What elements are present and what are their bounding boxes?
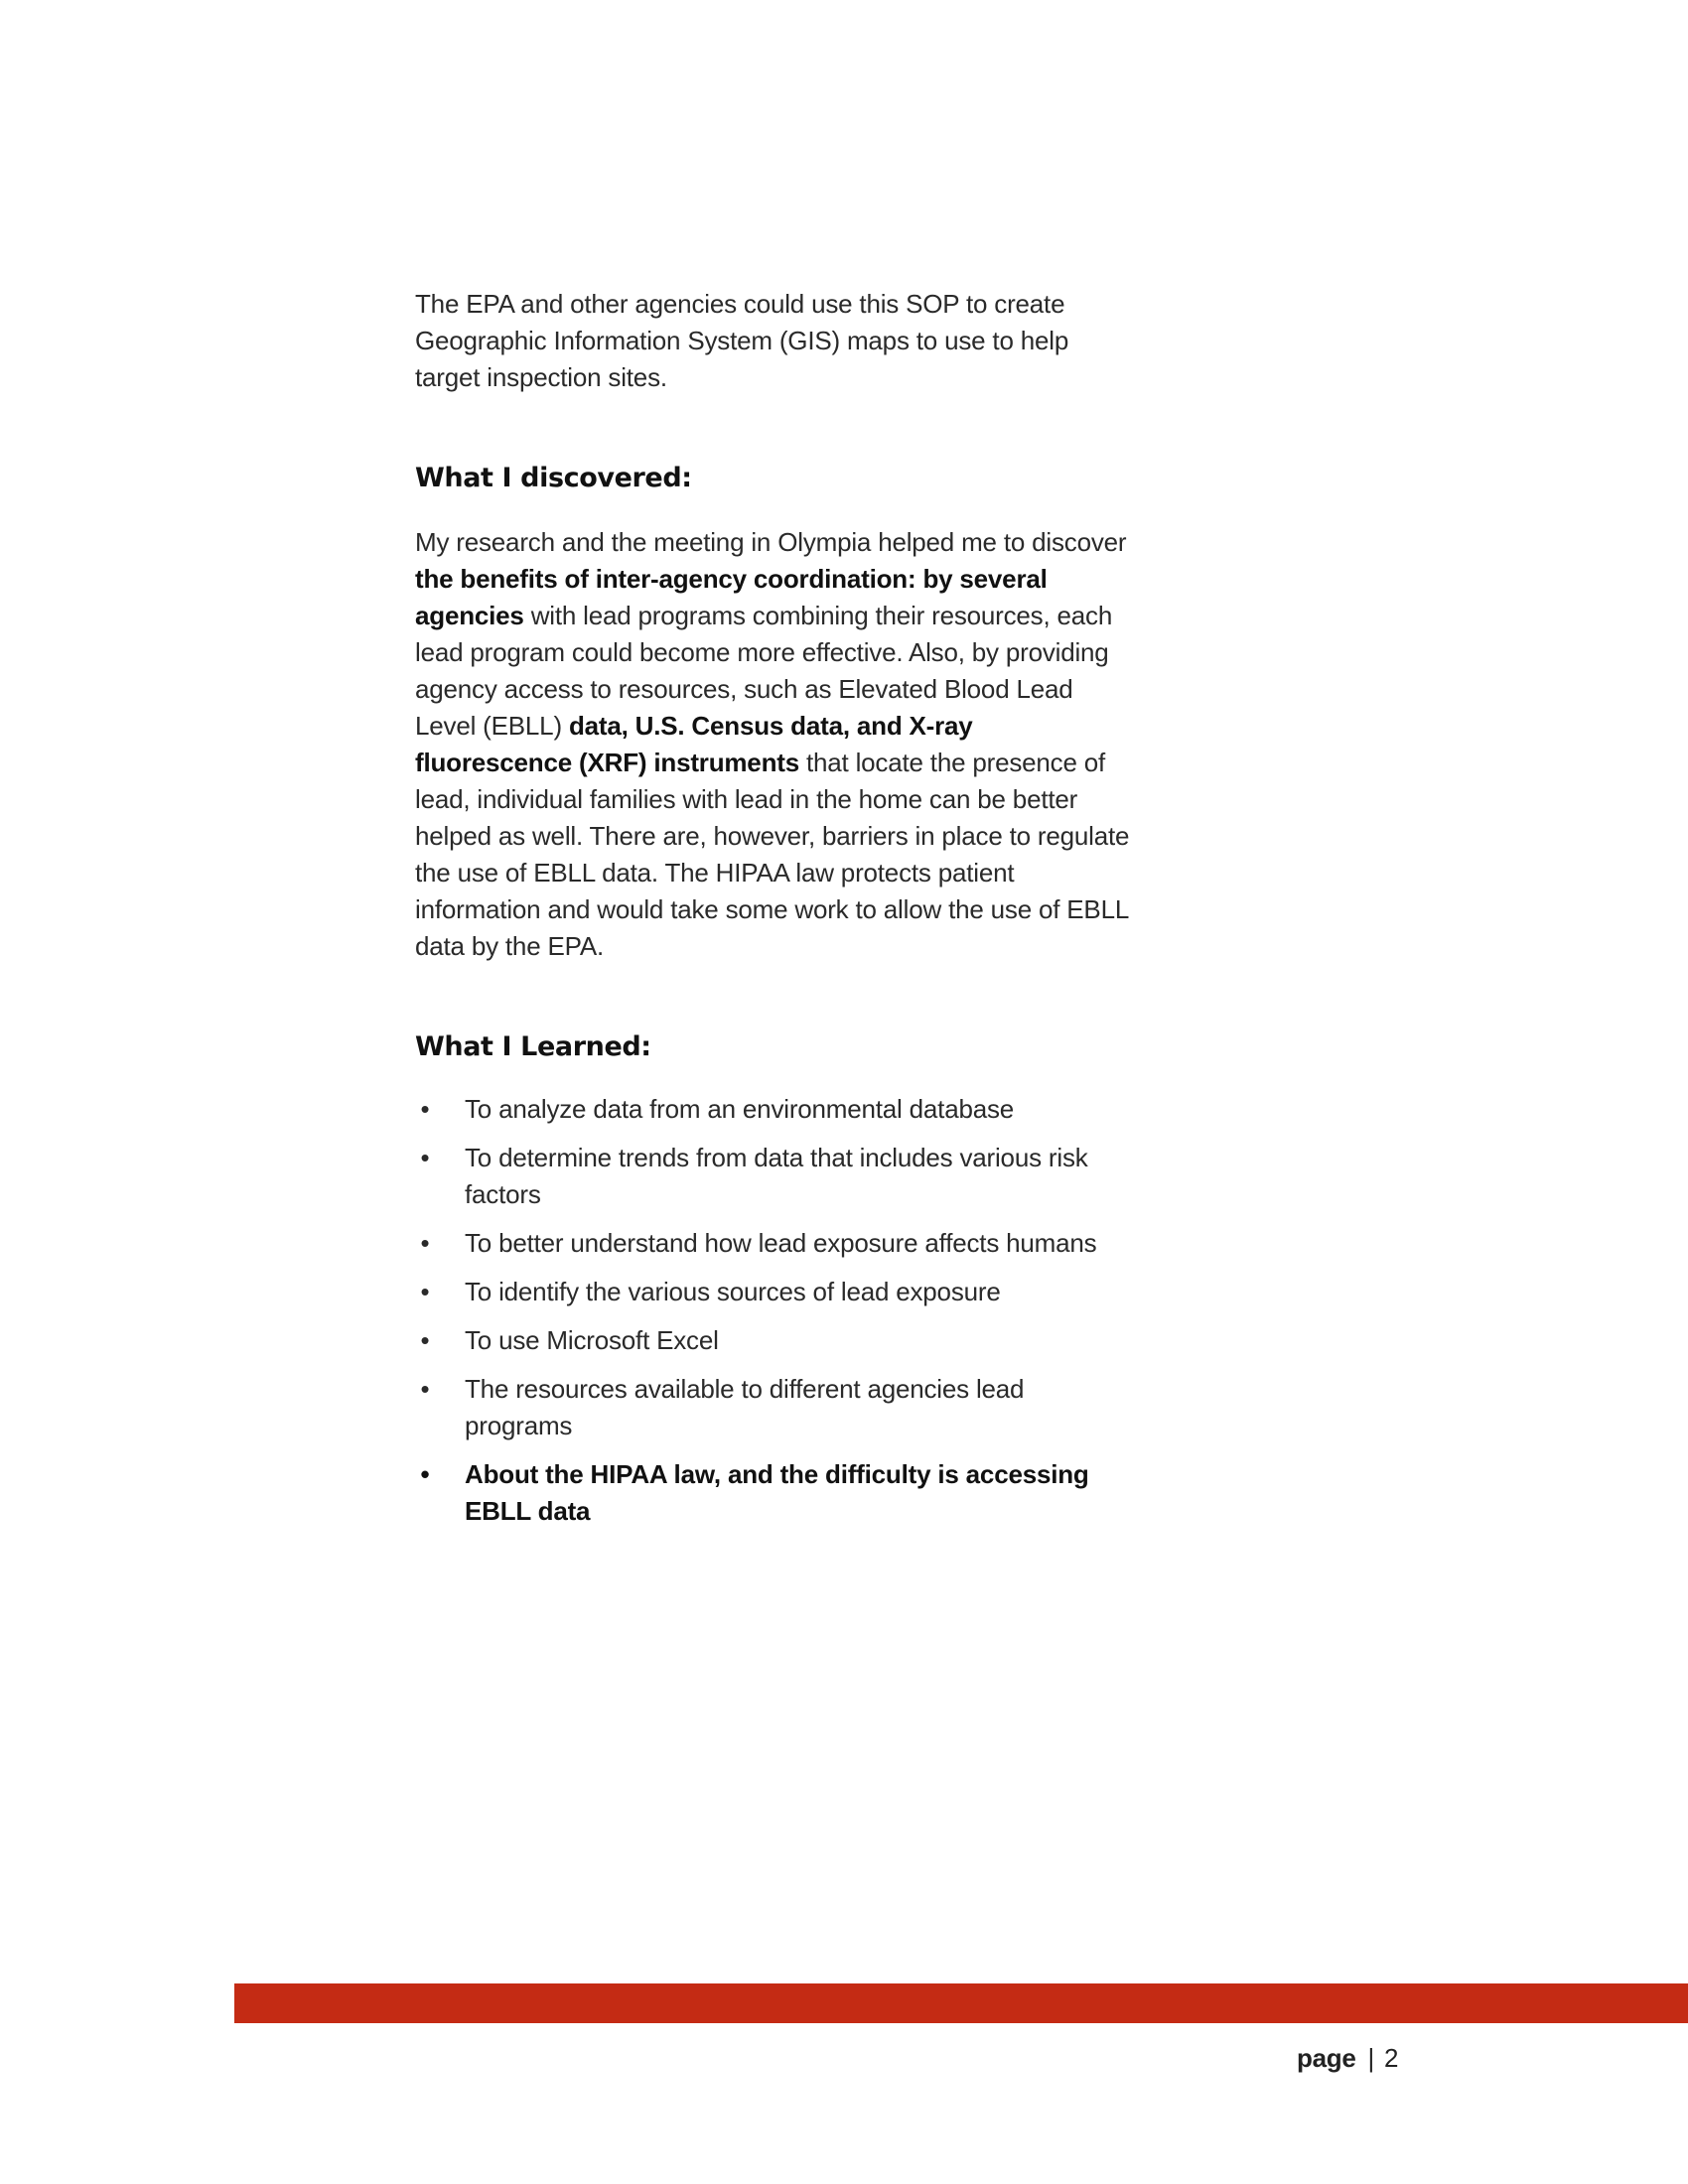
list-item (415, 1456, 1130, 1530)
list-item-text: The resources available to different agencies lead programs (465, 1374, 1025, 1440)
discovered-bold-2: data, U.S. Census data, and X-ray fluorescence (XRF) instruments (415, 711, 973, 777)
list-item (415, 1140, 1130, 1213)
bullet-icon: • (420, 1143, 430, 1172)
page-label: page (1297, 2043, 1356, 2073)
bullet-icon: • (420, 1459, 430, 1489)
list-item-text: About the HIPAA law, and the difficulty is accessing EBLL data (465, 1459, 1089, 1526)
list-item (415, 1274, 1130, 1310)
page-number (1297, 2043, 1398, 2074)
list-item-text: To better understand how lead exposure affects humans (465, 1228, 1097, 1258)
bullet-icon: • (420, 1094, 430, 1124)
footer-bar (234, 1983, 1688, 2023)
bullet-icon: • (420, 1325, 430, 1355)
list-item (415, 1091, 1130, 1128)
list-item (415, 1371, 1130, 1444)
page-content (415, 286, 1130, 1542)
bullet-icon: • (420, 1374, 430, 1404)
discovered-heading: What I discovered: (415, 463, 692, 493)
page-number-value: 2 (1383, 2043, 1399, 2073)
page-separator: | (1367, 2043, 1374, 2073)
discovered-text-part1: My research and the meeting in Olympia helped me to discover (415, 527, 1127, 557)
list-item-text: To identify the various sources of lead exposure (465, 1277, 1001, 1306)
list-item-text: To use Microsoft Excel (465, 1325, 719, 1355)
discovered-text-part2: with lead programs combining their resources, each lead program could become more effective. Also, by providing agency access to resources, such as Elevated Blood Lead Level (EBLL) (415, 601, 1113, 741)
list-item-text: To analyze data from an environmental database (465, 1094, 1015, 1124)
learned-list (415, 1091, 1130, 1530)
list-item (415, 1322, 1130, 1359)
bullet-icon: • (420, 1228, 430, 1258)
discovered-text-part3: that locate the presence of lead, individual families with lead in the home can be better helped as well. There are, however, barriers in place to regulate the use of EBLL data. The HIPAA law protects patient information and would take some work to allow the use of EBLL data by the EPA. (415, 748, 1130, 961)
bullet-icon: • (420, 1277, 430, 1306)
list-item-text: To determine trends from data that includes various risk factors (465, 1143, 1088, 1209)
discovered-paragraph (415, 524, 1130, 965)
list-item (415, 1225, 1130, 1262)
discovered-bold-1: the benefits of inter-agency coordination: by several agencies (415, 564, 1048, 630)
intro-paragraph: The EPA and other agencies could use this SOP to create Geographic Information System (GIS) maps to use to help target inspection sites. (415, 289, 1069, 392)
learned-heading: What I Learned: (415, 1031, 651, 1062)
